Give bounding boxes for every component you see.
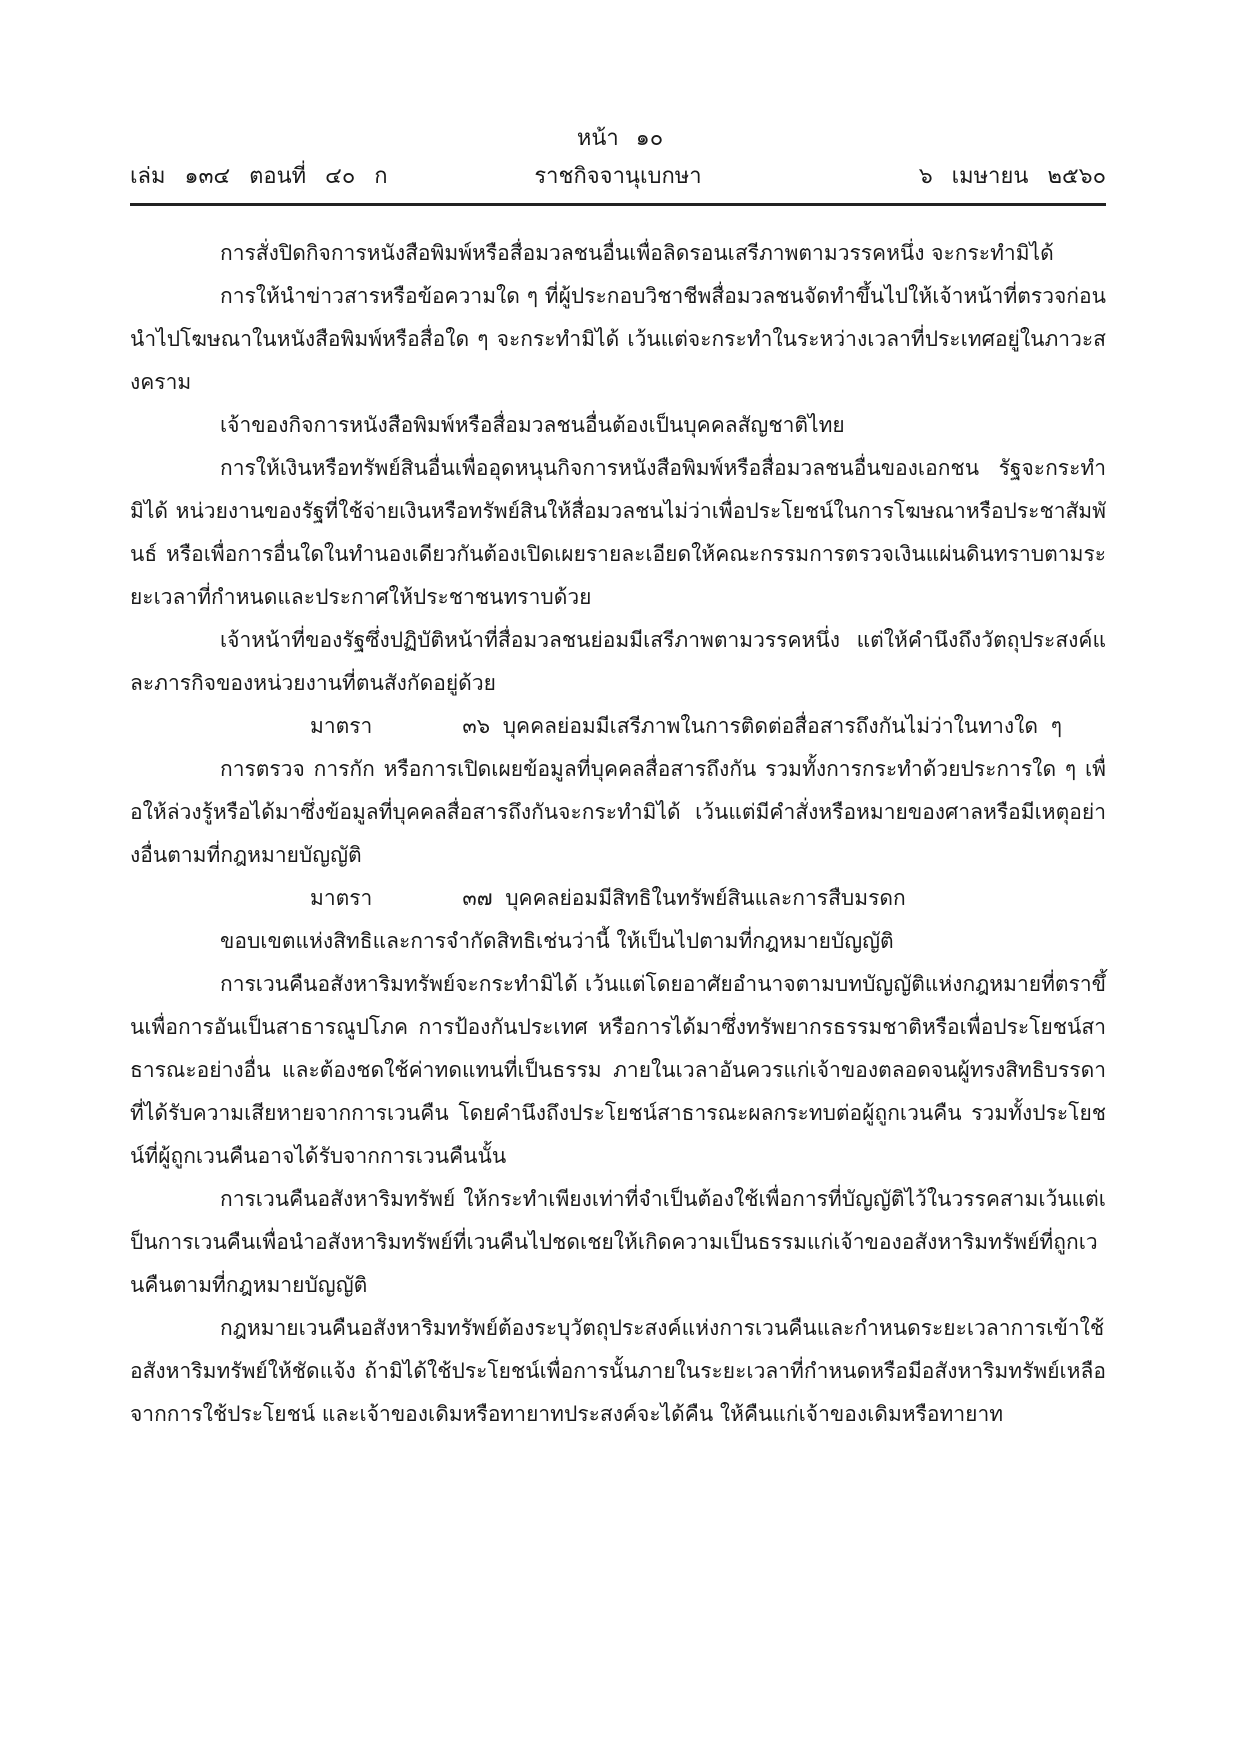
section-number: ๓๖	[462, 714, 491, 738]
publication-date: ๖ เมษายน ๒๕๖๐	[918, 164, 1106, 189]
section-36-heading	[130, 705, 1106, 748]
paragraph: เจ้าหน้าที่ของรัฐซึ่งปฏิบัติหน้าที่สื่อมวลชนย่อมมีเสรีภาพตามวรรคหนึ่ง แต่ให้คำนึงถึงวัตถุประสงค์และภารกิจของหน่วยงานที่ตนสังกัดอยู่ด้วย	[130, 628, 1106, 695]
section-text: บุคคลย่อมมีเสรีภาพในการติดต่อสื่อสารถึงกันไม่ว่าในทางใด ๆ	[502, 714, 1062, 738]
section-text: บุคคลย่อมมีสิทธิในทรัพย์สินและการสืบมรดก	[505, 886, 906, 910]
paragraph: การให้เงินหรือทรัพย์สินอื่นเพื่ออุดหนุนกิจการหนังสือพิมพ์หรือสื่อมวลชนอื่นของเอกชน รัฐจะกระทำมิได้ หน่วยงานของรัฐที่ใช้จ่ายเงินหรือทรัพย์สินให้สื่อมวลชนไม่ว่าเพื่อประโยชน์ในการโฆษณาหรือประชาสัมพันธ์ หรือเพื่อการอื่นใดในทำนองเดียวกันต้องเปิดเผยรายละเอียดให้คณะกรรมการตรวจเงินแผ่นดินทราบตามระยะเวลาที่กำหนดและประกาศให้ประชาชนทราบด้วย	[130, 456, 1106, 609]
section-label: มาตรา	[310, 714, 373, 738]
paragraph: เจ้าของกิจการหนังสือพิมพ์หรือสื่อมวลชนอื่นต้องเป็นบุคคลสัญชาติไทย	[220, 413, 845, 437]
paragraph: การเวนคืนอสังหาริมทรัพย์จะกระทำมิได้ เว้นแต่โดยอาศัยอำนาจตามบทบัญญัติแห่งกฎหมายที่ตราขึ้นเพื่อการอันเป็นสาธารณูปโภค การป้องกันประเทศ หรือการได้มาซึ่งทรัพยากรธรรมชาติหรือเพื่อประโยชน์สาธารณะอย่างอื่น และต้องชดใช้ค่าทดแทนที่เป็นธรรม ภายในเวลาอันควรแก่เจ้าของตลอดจนผู้ทรงสิทธิบรรดาที่ได้รับความเสียหายจากการเวนคืน โดยคำนึงถึงประโยชน์สาธารณะผลกระทบต่อผู้ถูกเวนคืน รวมทั้งประโยชน์ที่ผู้ถูกเวนคืนอาจได้รับจากการเวนคืนนั้น	[130, 972, 1106, 1168]
paragraph: กฎหมายเวนคืนอสังหาริมทรัพย์ต้องระบุวัตถุประสงค์แห่งการเวนคืนและกำหนดระยะเวลาการเข้าใช้อสังหาริมทรัพย์ให้ชัดแจ้ง ถ้ามิได้ใช้ประโยชน์เพื่อการนั้นภายในระยะเวลาที่กำหนดหรือมีอสังหาริมทรัพย์เหลือจากการใช้ประโยชน์ และเจ้าของเดิมหรือทายาทประสงค์จะได้คืน ให้คืนแก่เจ้าของเดิมหรือทายาท	[130, 1316, 1106, 1426]
volume-issue: เล่ม ๑๓๔ ตอนที่ ๔๐ ก	[130, 164, 388, 189]
section-number: ๓๗	[462, 886, 493, 910]
header-divider	[130, 203, 1106, 206]
paragraph: การตรวจ การกัก หรือการเปิดเผยข้อมูลที่บุคคลสื่อสารถึงกัน รวมทั้งการกระทำด้วยประการใด ๆ เพื่อให้ล่วงรู้หรือได้มาซึ่งข้อมูลที่บุคคลสื่อสารถึงกันจะกระทำมิได้ เว้นแต่มีคำสั่งหรือหมายของศาลหรือมีเหตุอย่างอื่นตามที่กฎหมายบัญญัติ	[130, 757, 1106, 867]
gazette-header	[130, 160, 1106, 194]
paragraph: ขอบเขตแห่งสิทธิและการจำกัดสิทธิเช่นว่านี้ ให้เป็นไปตามที่กฎหมายบัญญัติ	[220, 929, 894, 953]
page-number: หน้า ๑๐	[576, 126, 664, 151]
paragraph: การให้นำข่าวสารหรือข้อความใด ๆ ที่ผู้ประกอบวิชาชีพสื่อมวลชนจัดทำขึ้นไปให้เจ้าหน้าที่ตรวจก่อนนำไปโฆษณาในหนังสือพิมพ์หรือสื่อใด ๆ จะกระทำมิได้ เว้นแต่จะกระทำในระหว่างเวลาที่ประเทศอยู่ในภาวะสงคราม	[130, 284, 1106, 394]
paragraph: การเวนคืนอสังหาริมทรัพย์ ให้กระทำเพียงเท่าที่จำเป็นต้องใช้เพื่อการที่บัญญัติไว้ในวรรคสามเว้นแต่เป็นการเวนคืนเพื่อนำอสังหาริมทรัพย์ที่เวนคืนไปชดเชยให้เกิดความเป็นธรรมแก่เจ้าของอสังหาริมทรัพย์ที่ถูกเวนคืนตามที่กฎหมายบัญญัติ	[130, 1187, 1106, 1297]
section-label: มาตรา	[310, 886, 373, 910]
section-37-heading	[130, 877, 1106, 920]
document-body	[130, 232, 1106, 1436]
gazette-title: ราชกิจจานุเบกษา	[534, 164, 702, 189]
paragraph: การสั่งปิดกิจการหนังสือพิมพ์หรือสื่อมวลชนอื่นเพื่อลิดรอนเสรีภาพตามวรรคหนึ่ง จะกระทำมิได้	[220, 241, 1054, 265]
